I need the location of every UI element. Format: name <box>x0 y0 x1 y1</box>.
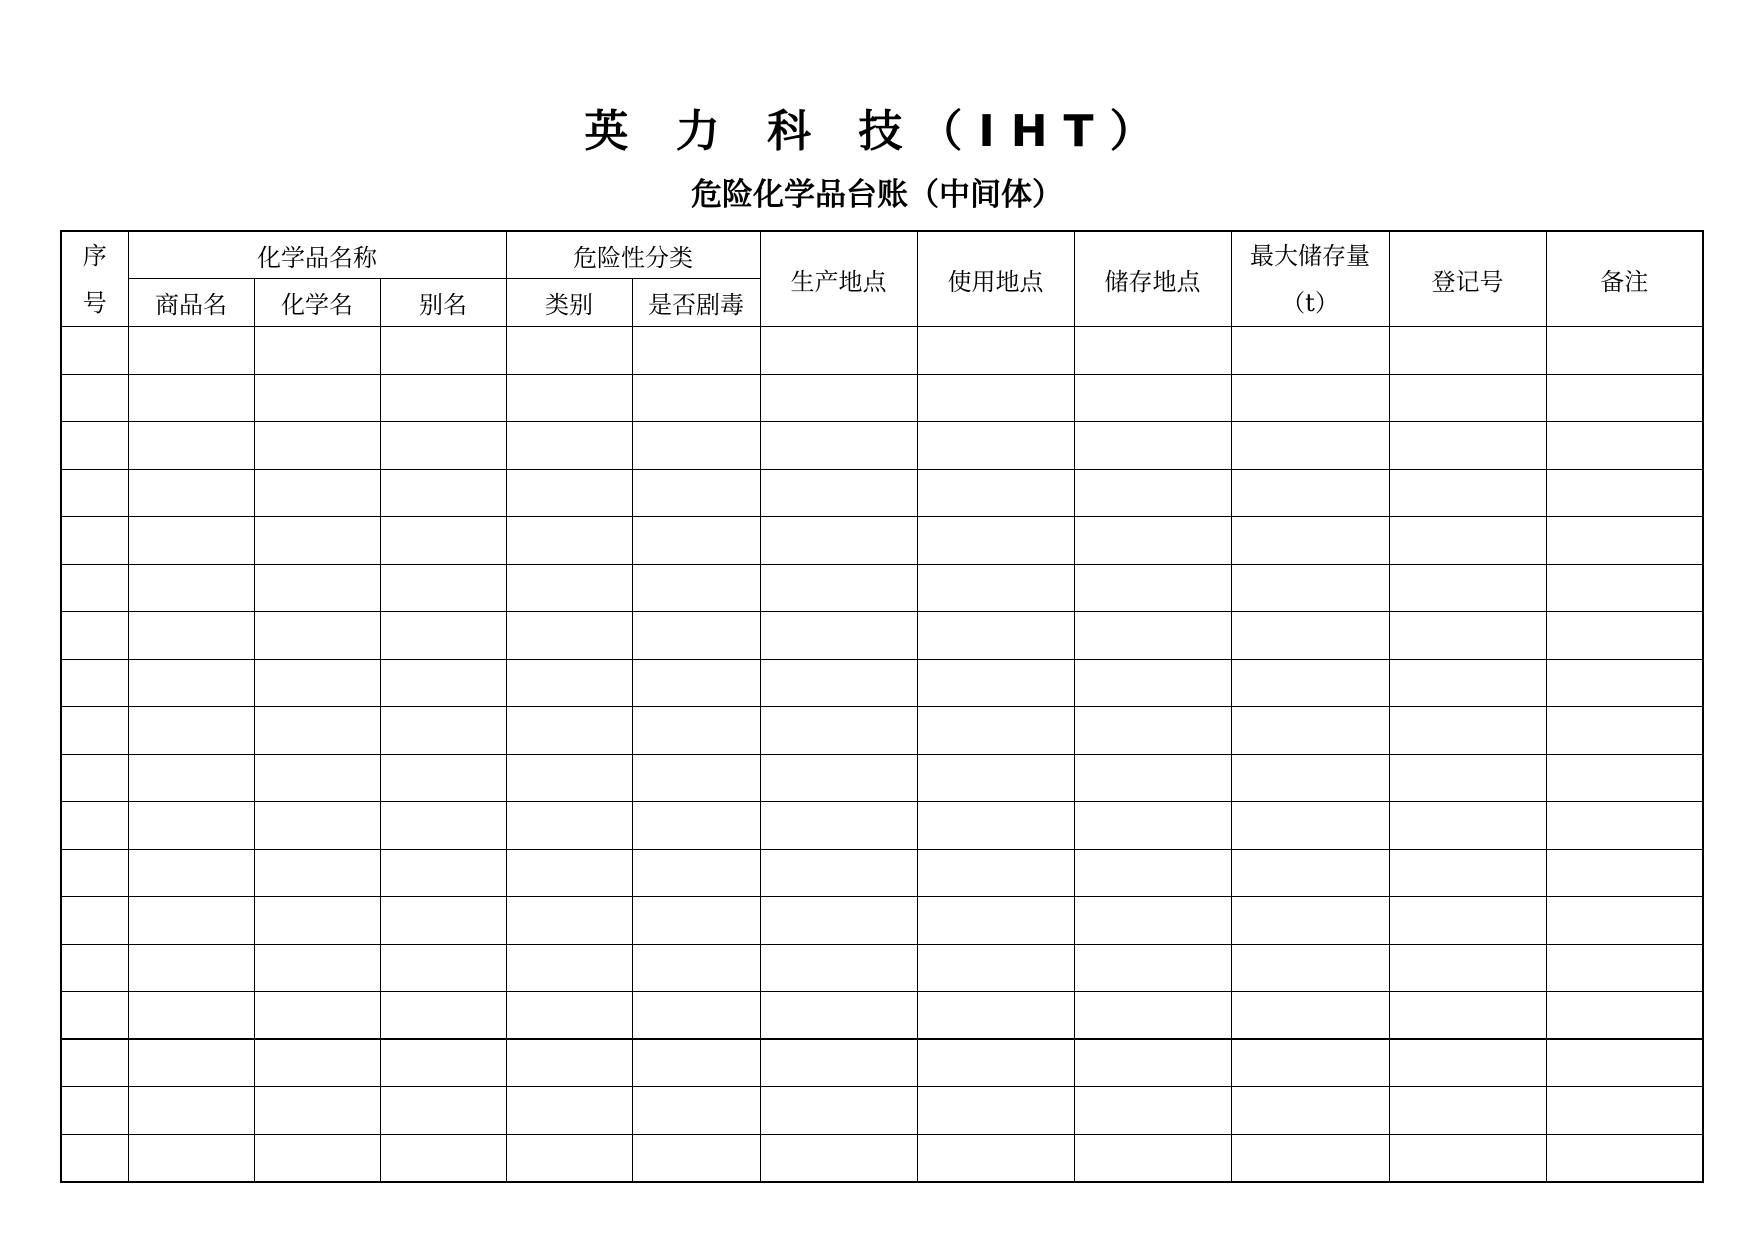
header-serial-top: 序 <box>82 241 107 270</box>
table-cell[interactable] <box>128 327 254 375</box>
table-cell[interactable] <box>254 517 380 565</box>
table-cell[interactable] <box>128 992 254 1040</box>
table-cell[interactable] <box>254 707 380 755</box>
table-cell[interactable] <box>506 754 632 802</box>
table-cell[interactable] <box>1074 564 1231 612</box>
header-chemical-name-group: 化学品名称 <box>128 231 506 279</box>
table-cell[interactable] <box>380 374 506 422</box>
table-cell[interactable] <box>760 612 917 660</box>
table-cell[interactable] <box>760 374 917 422</box>
table-cell[interactable] <box>380 992 506 1040</box>
table-cell[interactable] <box>1389 327 1546 375</box>
header-highly-toxic: 是否剧毒 <box>632 279 760 327</box>
table-cell[interactable] <box>1074 992 1231 1040</box>
table-cell[interactable] <box>254 897 380 945</box>
table-cell[interactable] <box>1389 422 1546 470</box>
table-cell[interactable] <box>128 517 254 565</box>
header-serial-number <box>61 231 128 327</box>
table-cell[interactable] <box>1231 612 1389 660</box>
table-cell[interactable] <box>254 1039 380 1087</box>
table-row <box>61 849 1703 897</box>
table-cell[interactable] <box>1231 897 1389 945</box>
table-cell[interactable] <box>1389 802 1546 850</box>
table-cell[interactable] <box>506 849 632 897</box>
table-cell[interactable] <box>917 469 1074 517</box>
table-cell[interactable] <box>1546 422 1703 470</box>
table-cell[interactable] <box>1231 707 1389 755</box>
table-cell[interactable] <box>917 754 1074 802</box>
table-cell[interactable] <box>506 897 632 945</box>
table-row <box>61 802 1703 850</box>
table-cell[interactable] <box>1546 612 1703 660</box>
table-cell[interactable] <box>1389 564 1546 612</box>
table-row <box>61 659 1703 707</box>
table-cell[interactable] <box>1389 659 1546 707</box>
table-cell[interactable] <box>760 1087 917 1135</box>
table-cell[interactable] <box>506 564 632 612</box>
table-cell[interactable] <box>1074 707 1231 755</box>
table-cell[interactable] <box>917 612 1074 660</box>
table-row <box>61 327 1703 375</box>
table-cell[interactable] <box>1546 1039 1703 1087</box>
table-cell[interactable] <box>128 754 254 802</box>
table-cell[interactable] <box>61 1134 128 1182</box>
table-cell[interactable] <box>1231 992 1389 1040</box>
table-cell[interactable] <box>128 802 254 850</box>
table-cell[interactable] <box>506 659 632 707</box>
table-cell[interactable] <box>760 564 917 612</box>
table-cell[interactable] <box>380 1039 506 1087</box>
table-cell[interactable] <box>632 659 760 707</box>
table-cell[interactable] <box>128 1134 254 1182</box>
table-cell[interactable] <box>1074 802 1231 850</box>
table-cell[interactable] <box>917 802 1074 850</box>
table-cell[interactable] <box>1231 374 1389 422</box>
table-cell[interactable] <box>254 374 380 422</box>
table-cell[interactable] <box>917 517 1074 565</box>
table-cell[interactable] <box>254 992 380 1040</box>
table-cell[interactable] <box>254 849 380 897</box>
table-cell[interactable] <box>1389 754 1546 802</box>
table-cell[interactable] <box>1231 564 1389 612</box>
table-cell[interactable] <box>1231 754 1389 802</box>
table-cell[interactable] <box>1074 517 1231 565</box>
table-cell[interactable] <box>128 659 254 707</box>
table-cell[interactable] <box>1231 1039 1389 1087</box>
table-cell[interactable] <box>380 754 506 802</box>
table-cell[interactable] <box>254 1087 380 1135</box>
table-cell[interactable] <box>1546 992 1703 1040</box>
table-cell[interactable] <box>1231 327 1389 375</box>
table-cell[interactable] <box>1231 422 1389 470</box>
table-cell[interactable] <box>632 374 760 422</box>
table-cell[interactable] <box>1389 517 1546 565</box>
table-cell[interactable] <box>380 1087 506 1135</box>
table-row <box>61 1134 1703 1182</box>
table-cell[interactable] <box>61 802 128 850</box>
table-cell[interactable] <box>128 564 254 612</box>
table-cell[interactable] <box>1546 1134 1703 1182</box>
table-cell[interactable] <box>1546 659 1703 707</box>
table-cell[interactable] <box>760 944 917 992</box>
table-cell[interactable] <box>760 754 917 802</box>
header-max-storage-unit: （t） <box>1281 288 1339 317</box>
table-cell[interactable] <box>61 1087 128 1135</box>
table-cell[interactable] <box>254 944 380 992</box>
header-remarks: 备注 <box>1546 231 1703 327</box>
table-cell[interactable] <box>506 1134 632 1182</box>
table-cell[interactable] <box>128 1087 254 1135</box>
table-cell[interactable] <box>506 992 632 1040</box>
table-cell[interactable] <box>1389 374 1546 422</box>
table-cell[interactable] <box>632 422 760 470</box>
table-cell[interactable] <box>917 422 1074 470</box>
table-cell[interactable] <box>1231 659 1389 707</box>
table-cell[interactable] <box>254 564 380 612</box>
table-cell[interactable] <box>1546 517 1703 565</box>
table-cell[interactable] <box>632 992 760 1040</box>
table-cell[interactable] <box>760 1039 917 1087</box>
table-cell[interactable] <box>1546 754 1703 802</box>
header-storage-site: 储存地点 <box>1074 231 1231 327</box>
table-cell[interactable] <box>1231 1087 1389 1135</box>
header-serial-bottom: 号 <box>82 288 107 317</box>
header-chemical-name: 化学名 <box>254 279 380 327</box>
table-cell[interactable] <box>632 944 760 992</box>
table-cell[interactable] <box>917 1087 1074 1135</box>
table-cell[interactable] <box>380 944 506 992</box>
table-cell[interactable] <box>128 422 254 470</box>
table-cell[interactable] <box>1231 517 1389 565</box>
table-cell[interactable] <box>506 707 632 755</box>
table-cell[interactable] <box>254 802 380 850</box>
table-cell[interactable] <box>760 517 917 565</box>
table-cell[interactable] <box>380 469 506 517</box>
table-cell[interactable] <box>917 849 1074 897</box>
table-cell[interactable] <box>917 564 1074 612</box>
table-cell[interactable] <box>380 1134 506 1182</box>
table-cell[interactable] <box>1231 802 1389 850</box>
page-subtitle: 危险化学品台账（中间体） <box>691 177 1063 213</box>
table-cell[interactable] <box>128 944 254 992</box>
table-cell[interactable] <box>917 327 1074 375</box>
table-cell[interactable] <box>760 1134 917 1182</box>
table-row <box>61 374 1703 422</box>
table-cell[interactable] <box>632 612 760 660</box>
table-cell[interactable] <box>917 374 1074 422</box>
table-cell[interactable] <box>1074 469 1231 517</box>
table-cell[interactable] <box>380 422 506 470</box>
chemical-ledger-table <box>60 230 1704 1183</box>
table-cell[interactable] <box>1546 469 1703 517</box>
header-max-storage-top: 最大储存量 <box>1250 241 1371 270</box>
table-cell[interactable] <box>760 802 917 850</box>
table-cell[interactable] <box>1546 897 1703 945</box>
table-cell[interactable] <box>61 327 128 375</box>
table-cell[interactable] <box>1389 1134 1546 1182</box>
table-cell[interactable] <box>506 374 632 422</box>
table-cell[interactable] <box>128 374 254 422</box>
table-cell[interactable] <box>506 469 632 517</box>
header-row-1 <box>61 231 1703 279</box>
header-max-storage <box>1231 231 1389 327</box>
table-cell[interactable] <box>380 659 506 707</box>
table-cell[interactable] <box>1074 374 1231 422</box>
table-cell[interactable] <box>506 1087 632 1135</box>
table-cell[interactable] <box>1074 1134 1231 1182</box>
table-cell[interactable] <box>1389 707 1546 755</box>
table-row <box>61 992 1703 1040</box>
table-cell[interactable] <box>1231 944 1389 992</box>
table-cell[interactable] <box>380 612 506 660</box>
table-cell[interactable] <box>917 659 1074 707</box>
table-cell[interactable] <box>917 707 1074 755</box>
table-cell[interactable] <box>61 944 128 992</box>
table-row <box>61 944 1703 992</box>
table-cell[interactable] <box>61 517 128 565</box>
table-cell[interactable] <box>61 897 128 945</box>
table-cell[interactable] <box>1546 374 1703 422</box>
table-cell[interactable] <box>1389 944 1546 992</box>
table-cell[interactable] <box>1074 849 1231 897</box>
table-cell[interactable] <box>917 1134 1074 1182</box>
table-cell[interactable] <box>1389 612 1546 660</box>
table-cell[interactable] <box>61 469 128 517</box>
table-cell[interactable] <box>917 1039 1074 1087</box>
table-cell[interactable] <box>380 897 506 945</box>
table-cell[interactable] <box>61 612 128 660</box>
table-cell[interactable] <box>760 849 917 897</box>
table-cell[interactable] <box>61 422 128 470</box>
table-cell[interactable] <box>128 469 254 517</box>
table-cell[interactable] <box>917 944 1074 992</box>
table-cell[interactable] <box>1389 897 1546 945</box>
table-cell[interactable] <box>506 327 632 375</box>
table-cell[interactable] <box>917 992 1074 1040</box>
table-cell[interactable] <box>254 422 380 470</box>
table-cell[interactable] <box>506 422 632 470</box>
table-cell[interactable] <box>254 327 380 375</box>
table-cell[interactable] <box>760 992 917 1040</box>
table-cell[interactable] <box>760 897 917 945</box>
table-cell[interactable] <box>1074 1039 1231 1087</box>
header-hazard-classification-group: 危险性分类 <box>506 231 760 279</box>
page-title: 英 力 科 技（IHT） <box>584 106 1170 157</box>
table-cell[interactable] <box>61 707 128 755</box>
table-row <box>61 1039 1703 1087</box>
table-cell[interactable] <box>1231 1134 1389 1182</box>
table-cell[interactable] <box>380 802 506 850</box>
table-cell[interactable] <box>1074 897 1231 945</box>
table-cell[interactable] <box>128 897 254 945</box>
table-cell[interactable] <box>632 564 760 612</box>
table-cell[interactable] <box>128 1039 254 1087</box>
table-cell[interactable] <box>632 469 760 517</box>
table-cell[interactable] <box>1231 849 1389 897</box>
table-cell[interactable] <box>380 707 506 755</box>
table-cell[interactable] <box>1074 422 1231 470</box>
table-cell[interactable] <box>917 897 1074 945</box>
table-cell[interactable] <box>506 944 632 992</box>
table-cell[interactable] <box>1546 802 1703 850</box>
header-alias: 别名 <box>380 279 506 327</box>
table-cell[interactable] <box>61 1039 128 1087</box>
table-cell[interactable] <box>61 564 128 612</box>
table-row <box>61 1087 1703 1135</box>
table-cell[interactable] <box>380 849 506 897</box>
table-row <box>61 422 1703 470</box>
table-cell[interactable] <box>1074 944 1231 992</box>
table-cell[interactable] <box>1231 469 1389 517</box>
table-cell[interactable] <box>1389 1087 1546 1135</box>
table-cell[interactable] <box>1546 707 1703 755</box>
table-cell[interactable] <box>61 849 128 897</box>
table-cell[interactable] <box>128 707 254 755</box>
table-row <box>61 564 1703 612</box>
table-cell[interactable] <box>1074 327 1231 375</box>
table-cell[interactable] <box>254 659 380 707</box>
table-cell[interactable] <box>632 517 760 565</box>
table-cell[interactable] <box>254 1134 380 1182</box>
table-cell[interactable] <box>1546 564 1703 612</box>
table-cell[interactable] <box>632 802 760 850</box>
table-cell[interactable] <box>632 327 760 375</box>
table-cell[interactable] <box>1074 659 1231 707</box>
table-cell[interactable] <box>1074 1087 1231 1135</box>
table-cell[interactable] <box>632 754 760 802</box>
table-cell[interactable] <box>632 1039 760 1087</box>
table-cell[interactable] <box>380 517 506 565</box>
table-cell[interactable] <box>760 469 917 517</box>
header-production-site: 生产地点 <box>760 231 917 327</box>
header-category: 类别 <box>506 279 632 327</box>
table-cell[interactable] <box>1546 849 1703 897</box>
table-cell[interactable] <box>632 849 760 897</box>
table-cell[interactable] <box>254 612 380 660</box>
table-cell[interactable] <box>128 849 254 897</box>
table-cell[interactable] <box>61 659 128 707</box>
table-row <box>61 517 1703 565</box>
table-cell[interactable] <box>632 1087 760 1135</box>
table-cell[interactable] <box>1546 327 1703 375</box>
table-cell[interactable] <box>632 897 760 945</box>
table-cell[interactable] <box>254 754 380 802</box>
table-cell[interactable] <box>506 802 632 850</box>
table-cell[interactable] <box>1546 944 1703 992</box>
table-cell[interactable] <box>1389 992 1546 1040</box>
table-row <box>61 612 1703 660</box>
table-cell[interactable] <box>61 754 128 802</box>
header-registration-number: 登记号 <box>1389 231 1546 327</box>
table-row <box>61 469 1703 517</box>
table-cell[interactable] <box>760 707 917 755</box>
table-cell[interactable] <box>760 327 917 375</box>
ledger-body <box>61 327 1703 1182</box>
table-cell[interactable] <box>760 659 917 707</box>
table-cell[interactable] <box>1389 849 1546 897</box>
table-cell[interactable] <box>760 422 917 470</box>
table-cell[interactable] <box>632 707 760 755</box>
table-cell[interactable] <box>1074 612 1231 660</box>
table-cell[interactable] <box>1389 469 1546 517</box>
header-trade-name: 商品名 <box>128 279 254 327</box>
table-row <box>61 707 1703 755</box>
table-row <box>61 754 1703 802</box>
table-row <box>61 897 1703 945</box>
table-cell[interactable] <box>506 612 632 660</box>
table-cell[interactable] <box>632 1134 760 1182</box>
table-cell[interactable] <box>61 992 128 1040</box>
table-cell[interactable] <box>380 327 506 375</box>
table-cell[interactable] <box>506 1039 632 1087</box>
table-cell[interactable] <box>1389 1039 1546 1087</box>
table-cell[interactable] <box>380 564 506 612</box>
table-cell[interactable] <box>1074 754 1231 802</box>
header-usage-site: 使用地点 <box>917 231 1074 327</box>
table-cell[interactable] <box>506 517 632 565</box>
table-cell[interactable] <box>128 612 254 660</box>
table-cell[interactable] <box>254 469 380 517</box>
table-cell[interactable] <box>1546 1087 1703 1135</box>
table-cell[interactable] <box>61 374 128 422</box>
